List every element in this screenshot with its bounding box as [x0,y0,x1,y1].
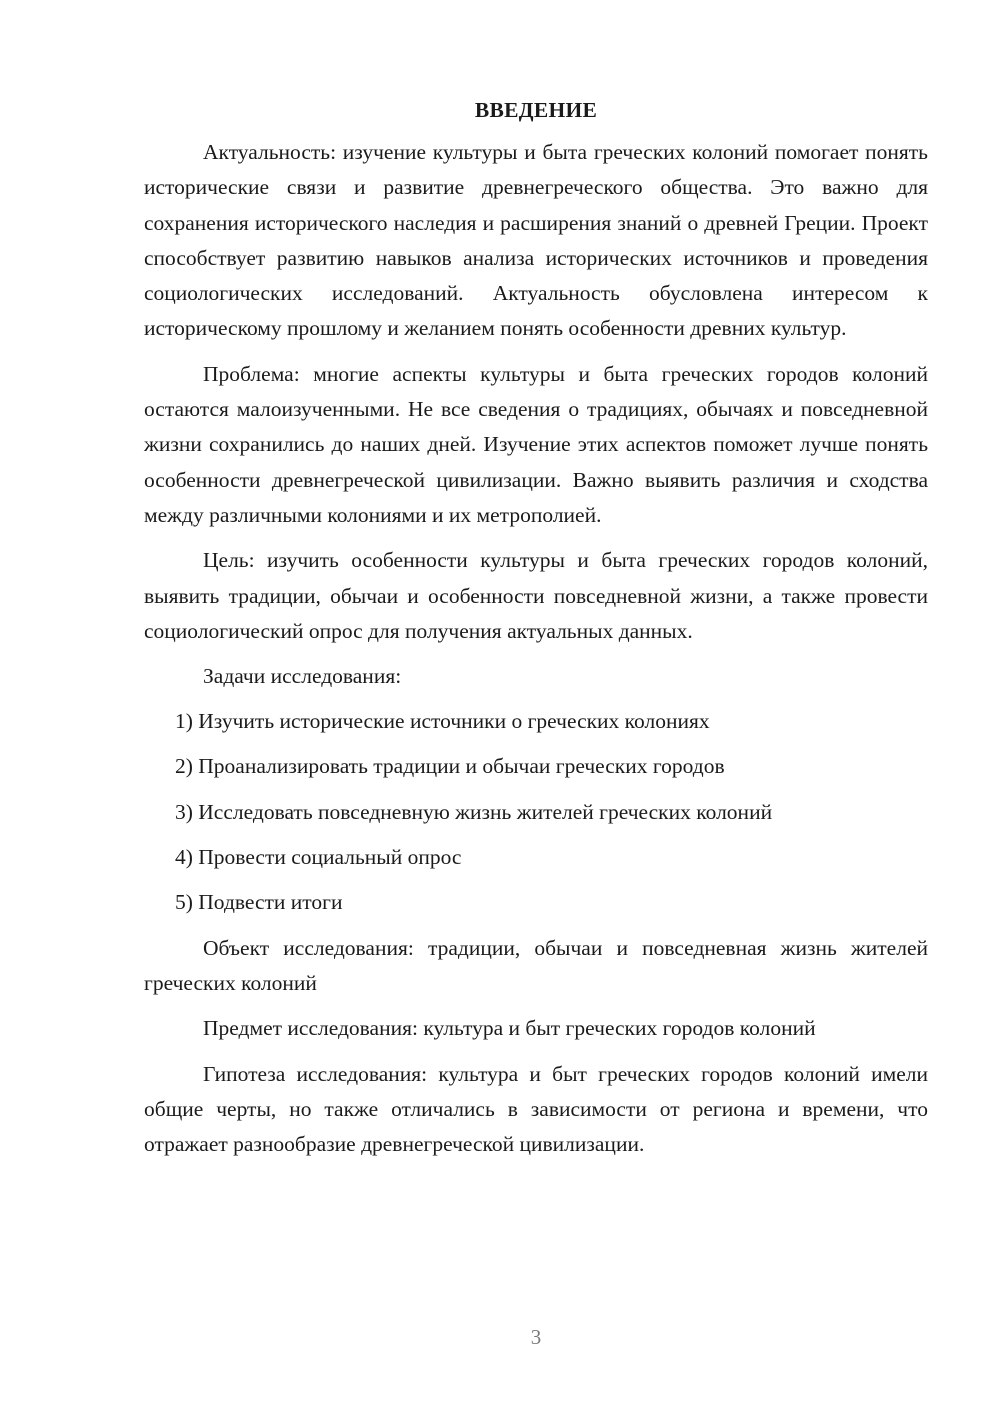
page-content [144,92,928,1172]
page-number: 3 [530,1325,542,1349]
hypothesis-paragraph: Гипотеза исследования: культура и быт греческих городов колоний имели общие черты, но также отличались в зависимости от региона и времени, что отражает разнообразие древнегреческой цивилизации. [144,1061,928,1157]
task-item: 1) Изучить исторические источники о греческих колониях [175,709,710,734]
problem-paragraph: Проблема: многие аспекты культуры и быта греческих городов колоний остаются малоизученными. Не все сведения о традициях, обычаях и повседневной жизни сохранились до наших дней. Изучение этих аспектов поможет лучше понять особенности древнегреческой цивилизации. Важно выявить различия и сходства между различными колониями и их метрополией. [144,361,928,527]
task-item: 3) Исследовать повседневную жизнь жителей греческих колоний [175,799,773,824]
subject-paragraph: Предмет исследования: культура и быт греческих городов колоний [203,1016,816,1041]
task-item: 4) Провести социальный опрос [175,845,462,870]
relevance-paragraph: Актуальность: изучение культуры и быта греческих колоний помогает понять исторические связи и развитие древнегреческого общества. Это важно для сохранения исторического наследия и расширения знаний о древней Греции. Проект способствует развитию навыков анализа исторических источников и проведения социологических исследований. Актуальность обусловлена интересом к историческому прошлому и желанием понять особенности древних культур. [144,140,928,341]
section-title: ВВЕДЕНИЕ [474,98,598,122]
tasks-heading: Задачи исследования: [203,664,402,689]
goal-paragraph: Цель: изучить особенности культуры и быта греческих городов колоний, выявить традиции, обычаи и особенности повседневной жизни, а также провести социологический опрос для получения актуальных данных. [144,548,928,643]
object-paragraph: Объект исследования: традиции, обычаи и повседневная жизнь жителей греческих колоний [144,935,928,995]
tasks-list [144,704,928,920]
task-item: 5) Подвести итоги [175,890,343,915]
task-item: 2) Проанализировать традиции и обычаи греческих городов [175,754,725,779]
